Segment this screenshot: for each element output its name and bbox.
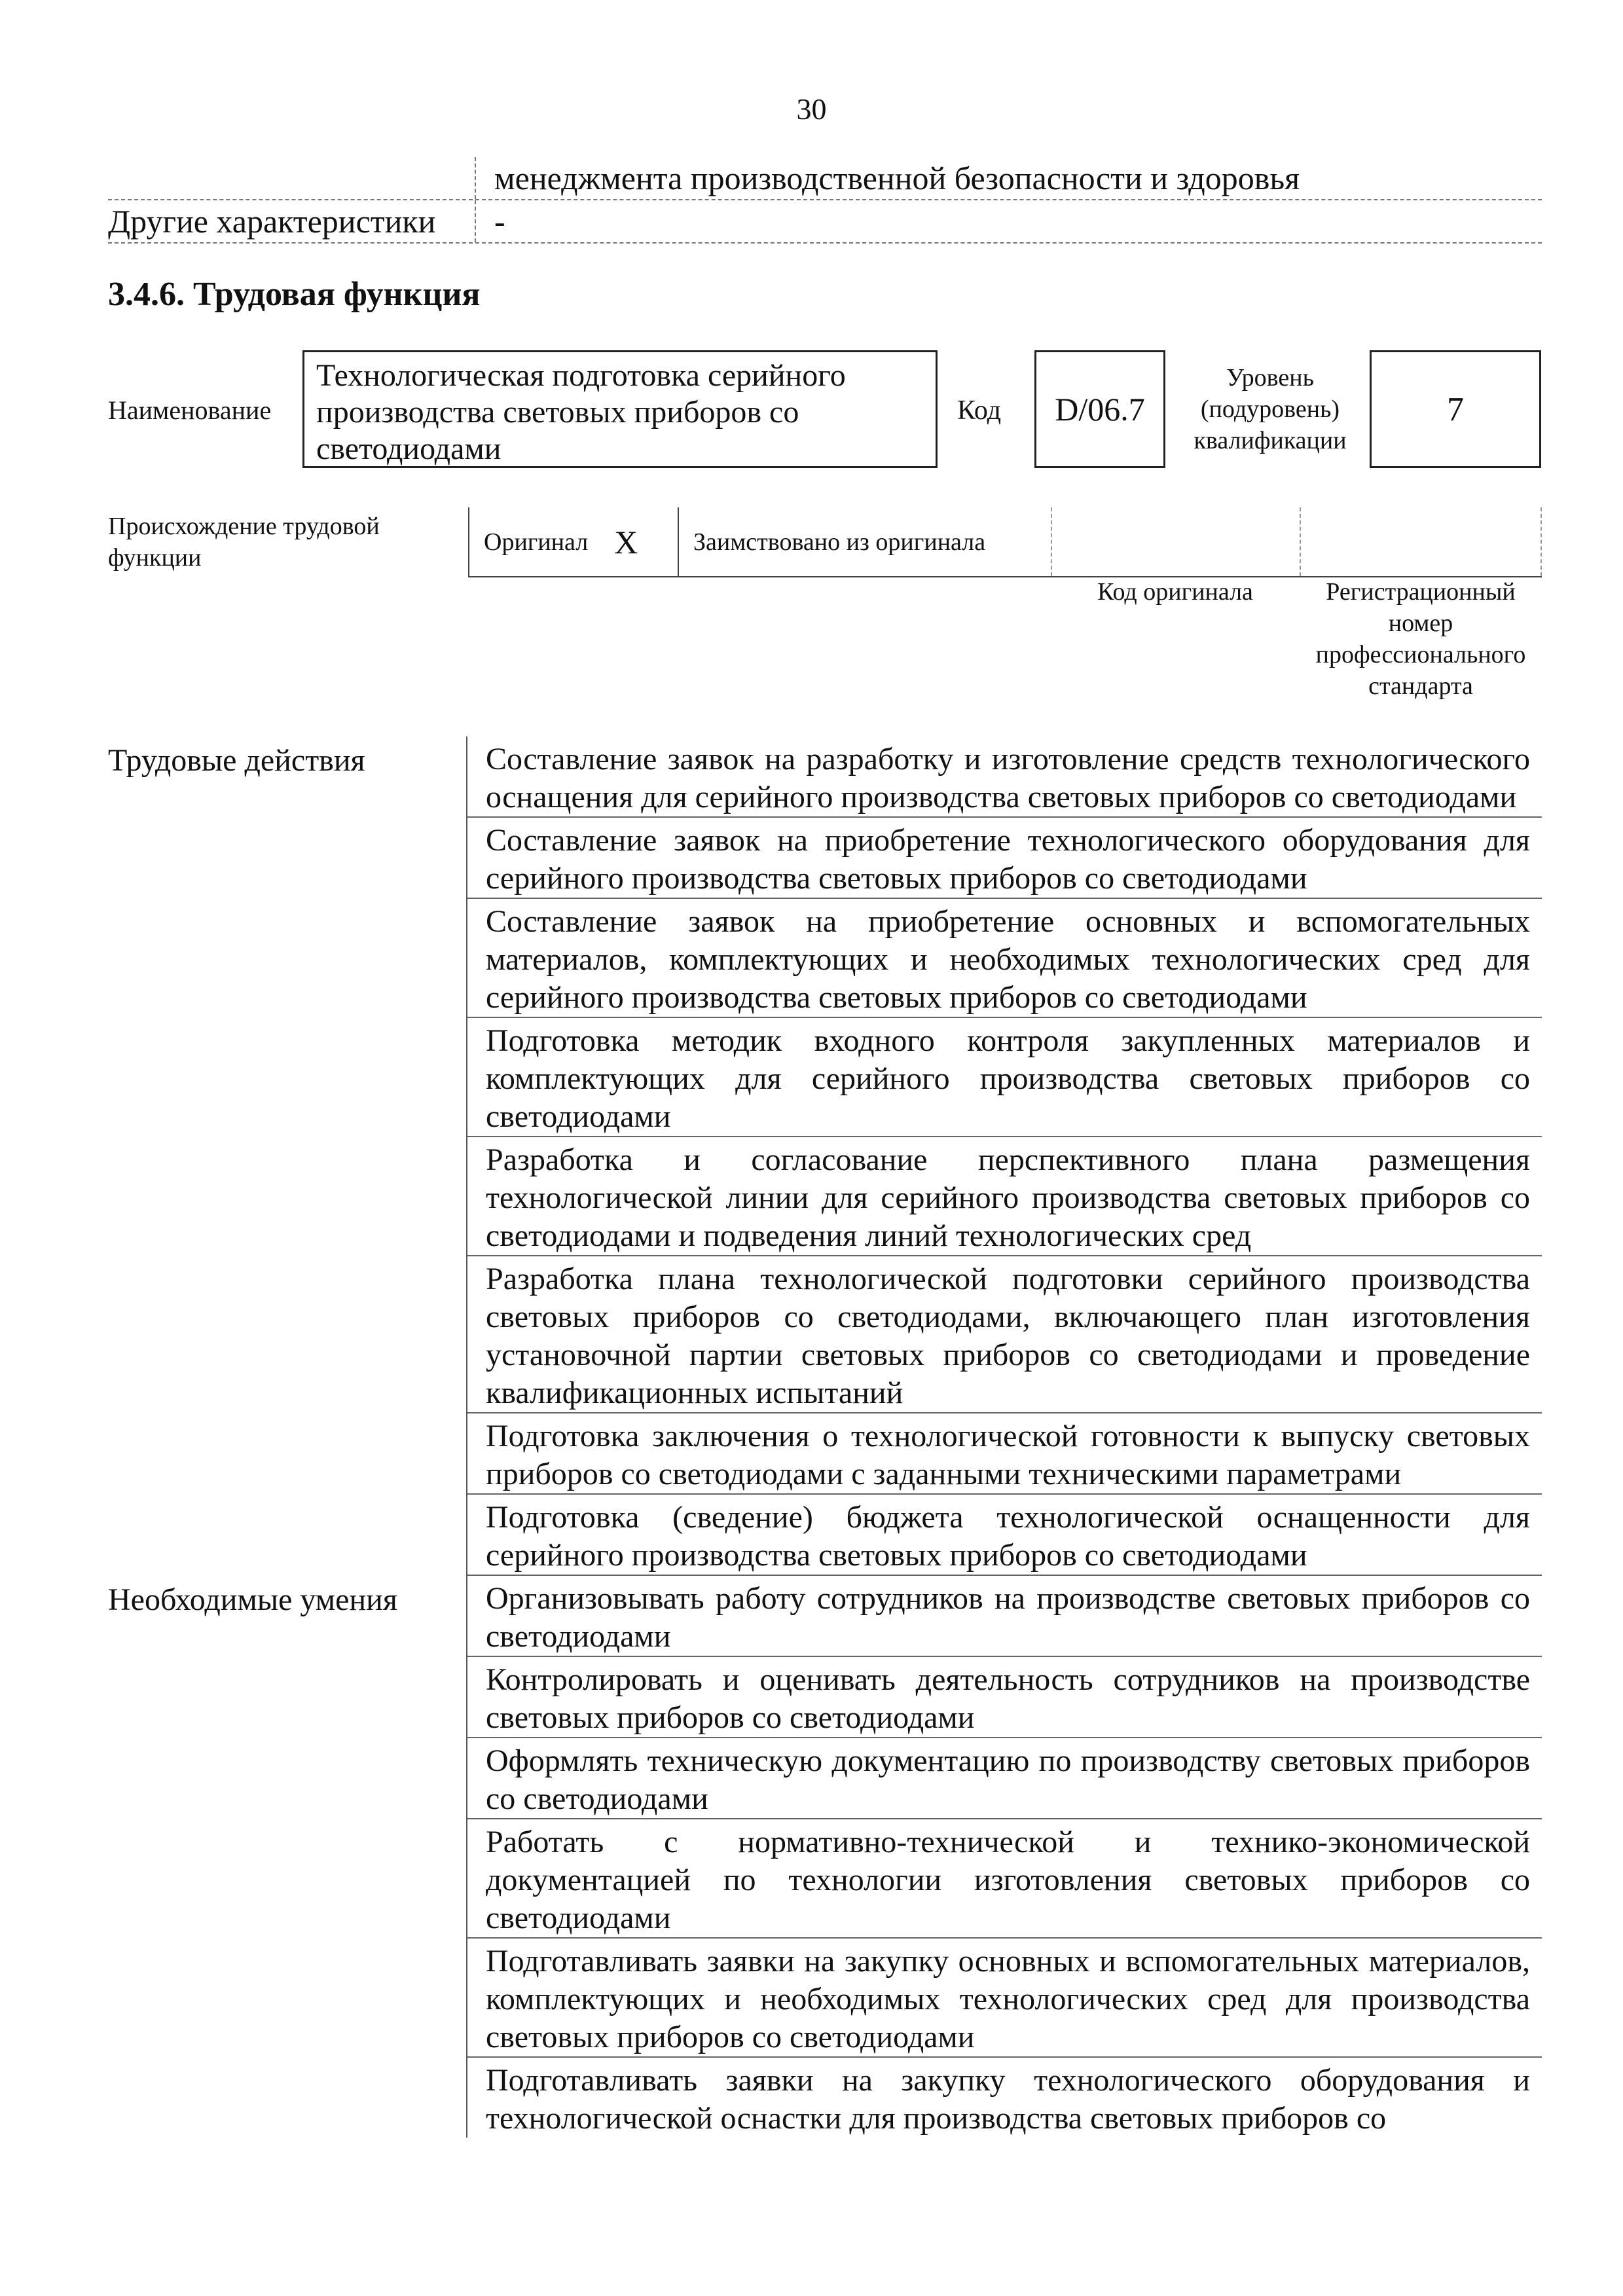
level-label: Уровень (подуровень) квалификации — [1194, 364, 1347, 454]
original-label: Оригинал — [484, 528, 589, 556]
original-mark: X — [614, 523, 638, 560]
other-characteristics-value: - — [475, 200, 1542, 242]
code-label: Код — [957, 395, 1002, 426]
required-skills-group — [108, 1576, 1542, 2138]
list-item: Разработка плана технологической подготовки серийного производства световых приборов со светодиодами, включающего план изготовления установочной партии световых приборов со светодиодами и проведение квалификационных испытаний — [467, 1256, 1542, 1413]
list-item: Контролировать и оценивать деятельность сотрудников на производстве световых приборов со светодиодами — [467, 1657, 1542, 1738]
other-characteristics-label: Другие характеристики — [108, 203, 436, 240]
list-item: Подготавливать заявки на закупку основных и вспомогательных материалов, комплектующих и необходимых технологических сред для производства световых приборов со светодиодами — [467, 1939, 1542, 2058]
registration-number-cell — [1300, 507, 1542, 576]
list-item: Подготавливать заявки на закупку технологического оборудования и технологической оснастки для производства световых приборов со — [486, 2063, 1530, 2136]
labor-actions-group — [108, 737, 1542, 1576]
list-item: Составление заявок на разработку и изготовление средств технологического оснащения для серийного производства световых приборов со светодиодами — [467, 737, 1542, 818]
original-cell — [468, 507, 678, 576]
list-item: Составление заявок на приобретение технологического оборудования для серийного производства световых приборов со светодиодами — [467, 818, 1542, 899]
origin-label: Происхождение трудовой функции — [108, 513, 380, 572]
list-item: Подготовка методик входного контроля закупленных материалов и комплектующих для серийного производства световых приборов со светодиодами — [467, 1018, 1542, 1137]
list-item: Оформлять техническую документацию по производству световых приборов со светодиодами — [467, 1738, 1542, 1819]
borrowed-label: Заимствовано из оригинала — [693, 528, 986, 556]
list-item: Работать с нормативно-технической и технико-экономической документацией по технологии изготовления световых приборов со светодиодами — [467, 1819, 1542, 1939]
original-code-caption: Код оригинала — [1097, 578, 1253, 606]
function-code: D/06.7 — [1034, 350, 1165, 468]
list-item: Разработка и согласование перспективного плана размещения технологической линии для серийного производства световых приборов со светодиодами и подведения линий технологических сред — [467, 1137, 1542, 1256]
continued-value: менеджмента производственной безопасности и здоровья — [475, 157, 1542, 199]
function-details-table — [108, 737, 1542, 2138]
list-item: Составление заявок на приобретение основных и вспомогательных материалов, комплектующих и необходимых технологических сред для серийного производства световых приборов со светодиодами — [467, 899, 1542, 1018]
table-row — [108, 157, 1542, 200]
original-code-cell — [1051, 507, 1300, 576]
continued-table — [108, 157, 1542, 244]
labor-actions-label: Трудовые действия — [108, 743, 365, 778]
table-row — [108, 200, 1542, 244]
borrowed-cell — [678, 507, 1051, 576]
required-skills-label: Необходимые умения — [108, 1582, 397, 1617]
list-item: Подготовка (сведение) бюджета технологической оснащенности для серийного производства световых приборов со светодиодами — [467, 1495, 1542, 1576]
registration-number-caption: Регистрационный номер профессионального стандарта — [1315, 578, 1526, 700]
function-name: Технологическая подготовка серийного производства световых приборов со светодиодами — [302, 350, 938, 468]
origin-table — [468, 507, 1542, 577]
name-label: Наименование — [108, 395, 272, 425]
list-item: Подготовка заключения о технологической готовности к выпуску световых приборов со светодиодами с заданными техническими параметрами — [467, 1413, 1542, 1495]
page-number: 30 — [796, 92, 827, 126]
list-item: Организовывать работу сотрудников на производстве световых приборов со светодиодами — [467, 1576, 1542, 1657]
qualification-level: 7 — [1370, 350, 1541, 468]
section-title: 3.4.6. Трудовая функция — [108, 276, 481, 313]
